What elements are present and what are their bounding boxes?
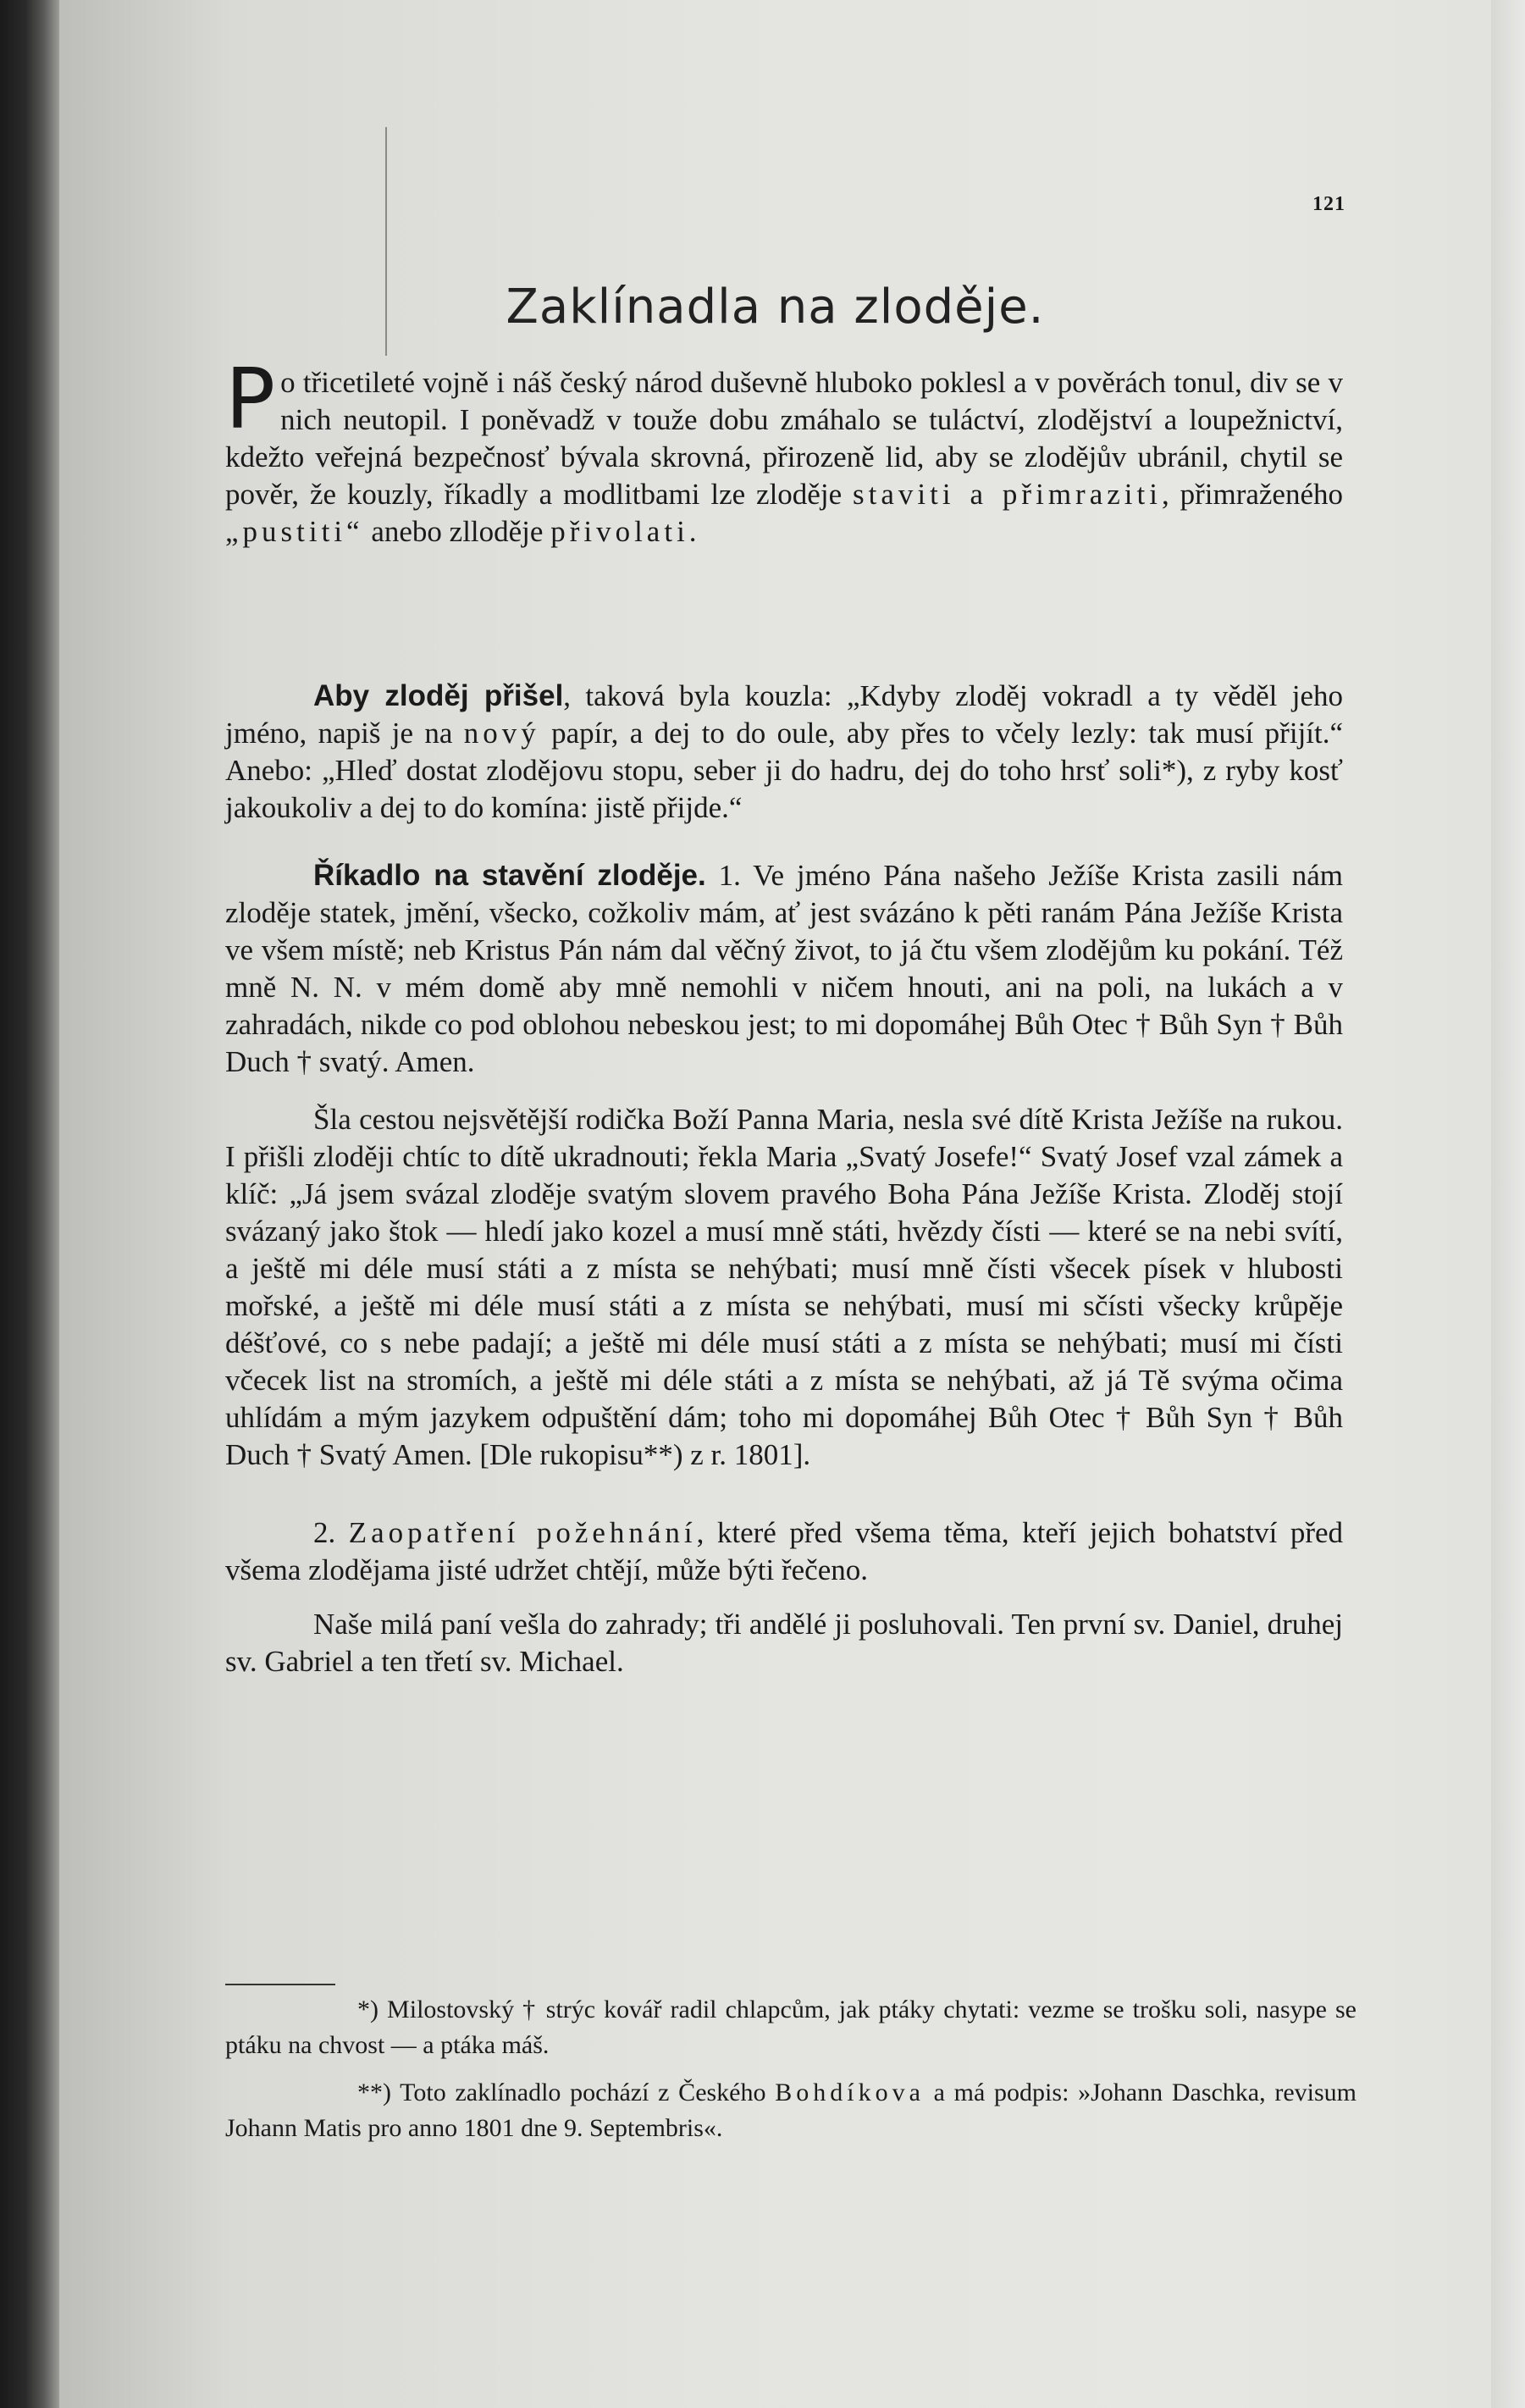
blessing-spaced: Zaopatření požehnání <box>348 1516 697 1549</box>
scan-binding-edge <box>0 0 59 2408</box>
intro-tail: anebo zlloděje <box>371 515 544 548</box>
chapter-title: Zaklínadla na zloděje. <box>506 280 1045 335</box>
paragraph-virgin-mary <box>225 1101 1343 1474</box>
angels-text: Naše milá paní vešla do zahrady; tři andělé ji posluhovali. Ten první sv. Daniel, druhej sv. Gabriel a ten třetí sv. Michael. <box>225 1608 1343 1678</box>
scan-right-edge <box>1491 0 1525 2408</box>
footnote-1-text: *) Milostovský † strýc kovář radil chlapcům, jak ptáky chytati: vezme se trošku soli, nasype se ptáku na chvost — a ptáka máš. <box>225 1996 1356 2059</box>
intro-spaced-c: přivolati. <box>550 515 701 548</box>
charm-heading: Říkadlo na stavění zloděje. <box>313 859 706 892</box>
intro-mid: , přimraženého <box>1161 478 1343 511</box>
intro-text: o třicetileté vojně i náš český národ duševně hluboko poklesl a v pověrách tonul, div se v nich neutopil. I poněvadž v touže dobu zmáhalo se tuláctví, zlodějství a loupežnictví, kdežto veřejná bezpečnosť bývala skrovná, přirozeně lid, aby se zlodějův ubránil, chytil se pověr, že kouzly, říkadly a modlitbami lze zloděje <box>225 366 1343 511</box>
summon-text-a: , taková byla kouzla: „Kdyby zloděj vokradl a ty věděl jeho jméno, napiš je na <box>225 679 1344 750</box>
summon-heading: Aby zloděj přišel <box>313 679 564 712</box>
paragraph-angels <box>225 1606 1343 1680</box>
footnote-2-text-b: a má podpis: »Johann Daschka, revisum Johann Matis pro anno 1801 dne 9. Septembris«. <box>225 2079 1356 2142</box>
footnote-2-text-a: **) Toto zaklínadlo pochází z Českého <box>357 2079 766 2106</box>
summon-spaced: nový <box>463 717 540 750</box>
book-page <box>59 0 1491 2408</box>
charm-text: 1. Ve jméno Pána našeho Ježíše Krista zasili nám zloděje statek, jmění, všecko, cožkoliv mám, ať jest svázáno k pěti ranám Pána Ježíše Krista ve všem místě; neb Kristus Pán nám dal věčný život, to já čtu všem zlodějům ku pokání. Též mně N. N. v mém domě aby mně nemohli v ničem hnouti, ani na poli, na lukách a v zahradách, nikde co pod oblohou nebeskou jest; to mi dopomáhej Bůh Otec † Bůh Syn † Bůh Duch † svatý. Amen. <box>225 859 1344 1078</box>
intro-spaced-a: staviti a přimraziti <box>853 478 1162 511</box>
summon-text-b: papír, a dej to do oule, aby přes to včely lezly: tak musí přijít.“ Anebo: „Hleď dostat zlodějovu stopu, seber ji do hadru, dej do toho hrsť soli*), z ryby kosť jakoukoliv a dej to do komína: jistě přijde.“ <box>225 717 1344 824</box>
footnotes <box>225 1992 1356 2146</box>
footnote-2-spaced: Bohdíkova <box>775 2079 925 2106</box>
page-number: 121 <box>1312 193 1345 215</box>
footnote-1 <box>225 1992 1356 2063</box>
footnote-2 <box>225 2075 1356 2146</box>
footnote-rule <box>225 1984 335 1985</box>
paragraph-blessing <box>225 1514 1343 1589</box>
body-text <box>225 352 1344 1680</box>
intro-spaced-b: „pustiti“ <box>225 515 364 548</box>
blessing-text: , které před všema těma, kteří jejich bohatství před všema zlodějama jisté udržet chtějí, může býti řečeno. <box>225 1516 1344 1586</box>
paragraph-binding-charm <box>225 857 1343 1081</box>
mary-text: Šla cestou nejsvětější rodička Boží Panna Maria, nesla své dítě Krista Ježíše na rukou. I přišli zloději chtíc to dítě ukradnouti; řekla Maria „Svatý Josefe!“ Svatý Josef vzal zámek a klíč: „Já jsem svázal zloděje svatým slovem pravého Boha Pána Ježíše Krista. Zloděj stojí svázaný jako štok — hledí jako kozel a musí mně státi, hvězdy čísti — které se na nebi svítí, a ještě mi déle musí státi a z místa se nehýbati; musí mně čísti všecek písek v hlubosti mořské, a ještě mi déle musí státi a z místa se nehýbati, musí mi sčísti všecky krůpěje déšťové, co s nebe padají; a ještě mi déle musí státi a z místa se nehýbati; musí mi čísti včecek list na stromích, a ještě mi déle státi a z místa se nehýbati, až já Tě svýma očima uhlídám a mým jazykem odpuštění dám; toho mi dopomáhej Bůh Otec † Bůh Syn † Bůh Duch † Svatý Amen. [Dle rukopisu**) z r. 1801]. <box>225 1103 1343 1471</box>
paragraph-summon <box>225 678 1343 827</box>
drop-cap-initial: P <box>225 352 276 448</box>
blessing-number: 2. <box>313 1516 336 1549</box>
paragraph-intro <box>225 352 1343 644</box>
